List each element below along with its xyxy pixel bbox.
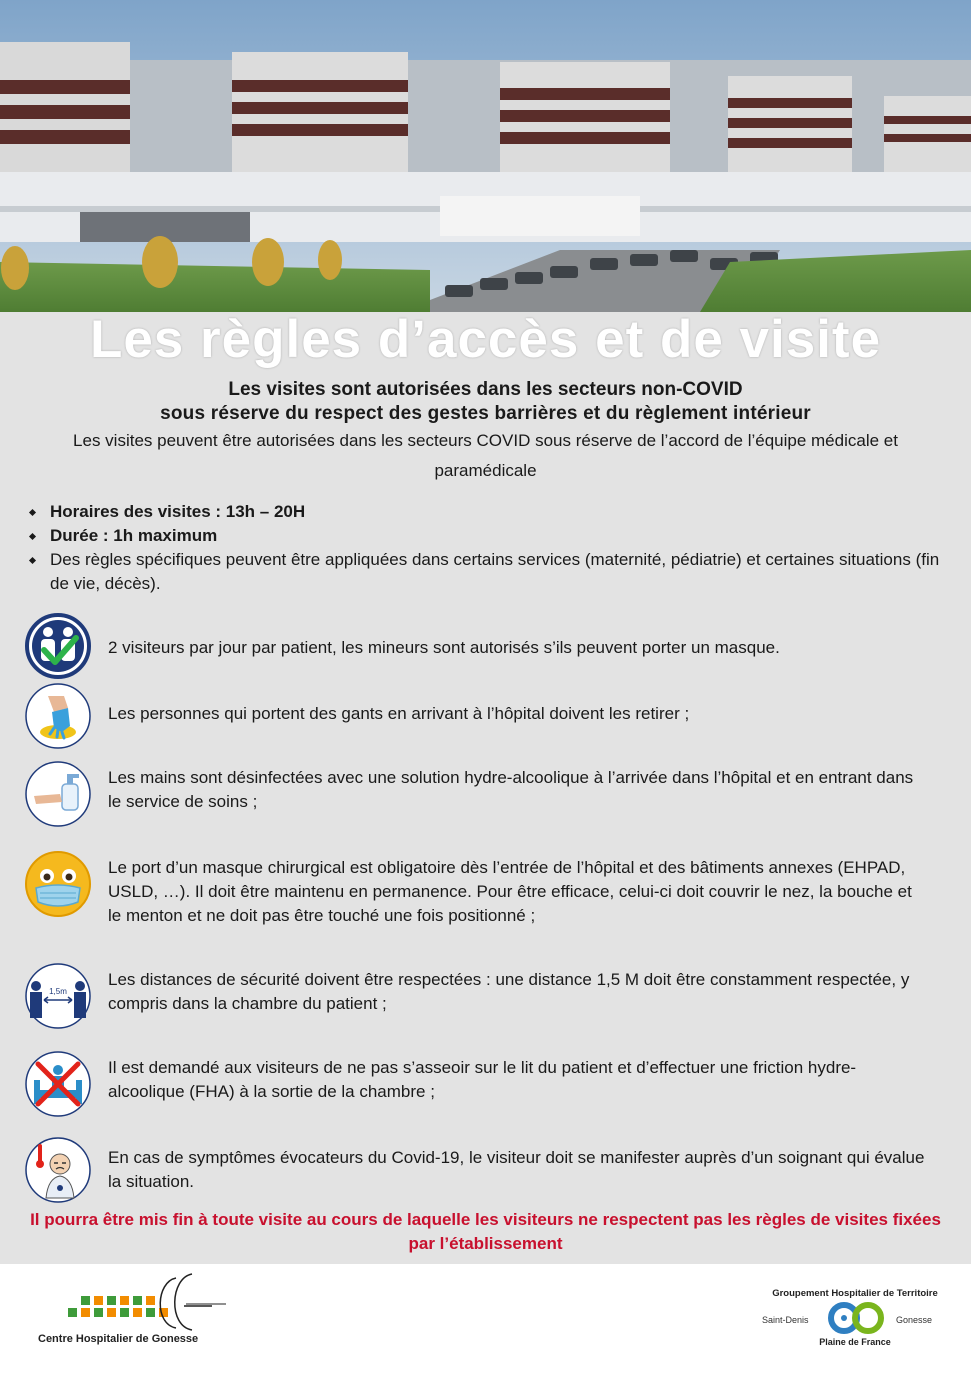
no-sitting-bed-icon	[24, 1050, 92, 1118]
logo-left-text: Centre Hospitalier de Gonesse	[38, 1333, 199, 1345]
rule-text: Il est demandé aux visiteurs de ne pas s’asseoir sur le lit du patient et d’effectuer une friction hydre-alcoolique (FHA) à la sortie de la chambre ;	[108, 1058, 857, 1101]
rule-text: Les personnes qui portent des gants en arrivant à l’hôpital doivent les retirer ;	[108, 704, 690, 723]
ght-bottom-label: Plaine de France	[819, 1337, 891, 1347]
ght-logo	[760, 1288, 950, 1358]
distance-label: 1,5m	[49, 987, 67, 996]
face-mask-icon	[24, 850, 92, 918]
logo-mark-icon	[36, 1268, 246, 1332]
hand-sanitizer-icon	[24, 760, 92, 828]
list-item: Horaires des visites : 13h – 20H	[22, 500, 952, 524]
rule-text: En cas de symptômes évocateurs du Covid-19, le visiteur doit se manifester auprès d’un soignant qui évalue la situation.	[108, 1148, 925, 1191]
warning-notice: Il pourra être mis fin à toute visite au cours de laquelle les visiteurs ne respectent pas les règles de visites fixées par l’établissement	[30, 1210, 941, 1253]
list-item: Durée : 1h maximum	[22, 524, 952, 548]
visitors-check-icon	[24, 612, 92, 680]
hospital-photo	[0, 0, 971, 312]
fever-symptoms-icon	[24, 1136, 92, 1204]
visit-info-list	[22, 500, 952, 596]
bullet-icon	[29, 509, 36, 516]
intro-line-3: Les visites peuvent être autorisées dans les secteurs COVID sous réserve de l’accord de l’équipe médicale et paramédicale	[73, 431, 898, 480]
ght-left-label: Saint-Denis	[762, 1315, 809, 1325]
distance-icon	[24, 962, 92, 1030]
ght-right-label: Gonesse	[896, 1315, 933, 1325]
list-item: Des règles spécifiques peuvent être appliquées dans certains services (maternité, pédiatrie) et certaines situations (fin de vie, décès).	[22, 548, 952, 596]
intro-line-1: Les visites sont autorisées dans les secteurs non-COVID	[228, 379, 743, 400]
rule-text: Les distances de sécurité doivent être respectées : une distance 1,5 M doit être constamment respectée, y compris dans la chambre du patient ;	[108, 970, 910, 1013]
intro-line-2: sous réserve du respect des gestes barrières et du règlement intérieur	[160, 403, 811, 424]
bullet-icon	[29, 533, 36, 540]
remove-gloves-icon	[24, 682, 92, 750]
bullet-icon	[29, 557, 36, 564]
page-title: Les règles d’accès et de visite	[89, 310, 882, 369]
intro	[20, 378, 951, 486]
rule-text: Le port d’un masque chirurgical est obligatoire dès l’entrée de l’hôpital et des bâtiments annexes (EHPAD, USLD, …). Il doit être maintenu en permanence. Pour être efficace, celui-ci doit couvrir le nez, la bouche et le menton et ne doit pas être touché une fois positionné ;	[108, 858, 912, 925]
ght-rings-icon	[822, 1300, 892, 1336]
ght-title: Groupement Hospitalier de Territoire	[772, 1288, 938, 1299]
rule-text: Les mains sont désinfectées avec une solution hydre-alcoolique à l’arrivée dans l’hôpital et en entrant dans le service de soins ;	[108, 768, 914, 811]
rule-text: 2 visiteurs par jour par patient, les mineurs sont autorisés s’ils peuvent porter un masque.	[108, 638, 780, 657]
centre-hospitalier-logo	[36, 1268, 246, 1350]
